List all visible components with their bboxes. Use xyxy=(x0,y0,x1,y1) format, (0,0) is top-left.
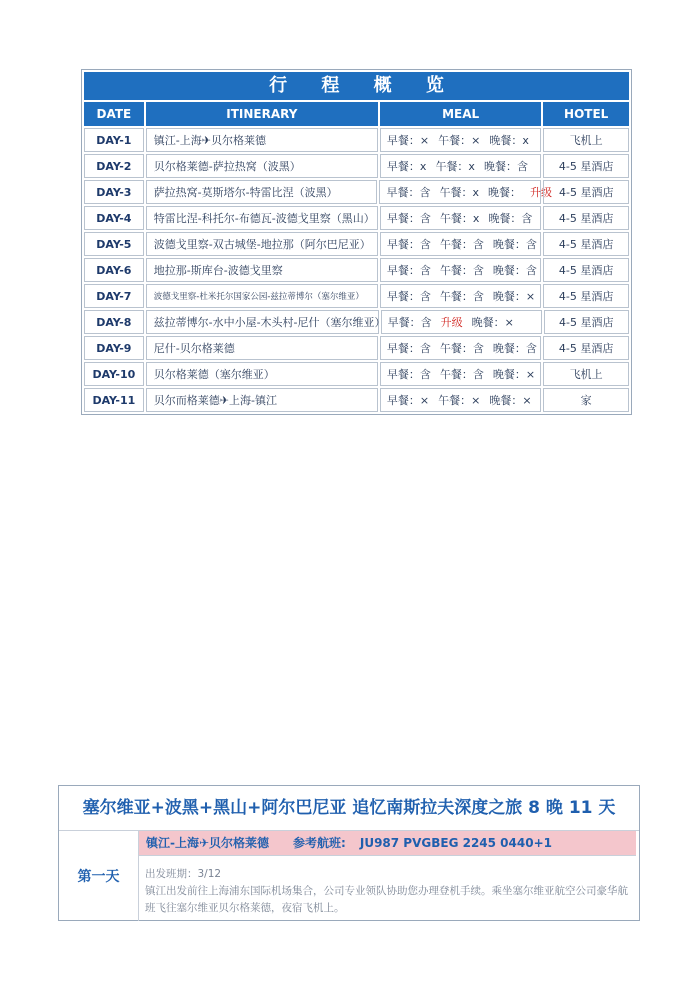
tour-detail-section xyxy=(58,785,640,921)
dinner: 晚餐：x xyxy=(489,134,529,147)
dinner-upgrade: 升级 xyxy=(529,186,552,199)
day-label: 第一天 xyxy=(59,831,139,921)
lunch: 午餐：x xyxy=(439,212,480,225)
meal-cell xyxy=(380,128,541,152)
meal-cell xyxy=(381,310,542,334)
breakfast: 早餐：含 xyxy=(386,342,431,355)
day-cell: DAY-7 xyxy=(84,284,144,308)
dinner: 晚餐：含 xyxy=(492,264,537,277)
dinner: 晚餐：含 xyxy=(483,160,528,173)
breakfast: 早餐：含 xyxy=(386,238,431,251)
lunch-upgrade: 升级 xyxy=(440,316,463,329)
meal-cell xyxy=(380,258,541,282)
day-one-block xyxy=(59,831,639,921)
header-meal: MEAL xyxy=(380,102,541,126)
lunch: 午餐：含 xyxy=(439,238,484,251)
itinerary-cell: 贝尔而格莱德✈上海-镇江 xyxy=(146,388,378,412)
lunch: 午餐：含 xyxy=(439,264,484,277)
itinerary-cell: 兹拉蒂博尔-水中小屋-木头村-尼什（塞尔维亚） xyxy=(146,310,379,334)
itinerary-cell: 地拉那-斯库台-波德戈里察 xyxy=(146,258,378,282)
day-cell: DAY-1 xyxy=(84,128,144,152)
meal-cell xyxy=(380,154,541,178)
hotel-cell: 4-5 星酒店 xyxy=(543,258,629,282)
itinerary-cell: 波德戈里察-双古城堡-地拉那（阿尔巴尼亚） xyxy=(146,232,378,256)
table-row xyxy=(84,388,629,412)
tour-title: 塞尔维亚+波黑+黑山+阿尔巴尼亚 追忆南斯拉夫深度之旅 8 晚 11 天 xyxy=(59,786,639,831)
day-cell: DAY-2 xyxy=(84,154,144,178)
meal-cell xyxy=(380,336,541,360)
breakfast: 早餐：含 xyxy=(386,290,431,303)
day-cell: DAY-9 xyxy=(84,336,144,360)
breakfast: 早餐：含 xyxy=(386,264,431,277)
table-row xyxy=(84,362,629,386)
day-cell: DAY-6 xyxy=(84,258,144,282)
hotel-cell: 4-5 星酒店 xyxy=(543,336,629,360)
day-cell: DAY-5 xyxy=(84,232,144,256)
breakfast: 早餐：× xyxy=(386,134,430,147)
day-description: 镇江出发前往上海浦东国际机场集合，公司专业领队协助您办理登机手续。乘坐塞尔维亚航空公司豪华航班飞往塞尔维亚贝尔格莱德，夜宿飞机上。 xyxy=(145,885,628,914)
itinerary-cell: 特雷比涅-科托尔-布德瓦-波德戈里察（黑山） xyxy=(146,206,378,230)
dinner xyxy=(488,186,552,199)
lunch: 午餐：x xyxy=(435,160,475,173)
day-route-bar xyxy=(139,831,636,856)
day-body xyxy=(139,831,639,921)
lunch: 午餐：含 xyxy=(439,290,484,303)
meal-cell xyxy=(380,206,541,230)
itinerary-cell: 波德戈里察-杜米托尔国家公园-兹拉蒂博尔（塞尔维亚） xyxy=(146,284,378,308)
meal-cell xyxy=(380,232,541,256)
meal-cell xyxy=(379,180,552,204)
day-cell: DAY-4 xyxy=(84,206,144,230)
header-itinerary: ITINERARY xyxy=(146,102,378,126)
breakfast: 早餐：x xyxy=(386,160,427,173)
itinerary-cell: 贝尔格莱德-萨拉热窝（波黑） xyxy=(146,154,378,178)
table-row xyxy=(84,336,629,360)
breakfast: 早餐：含 xyxy=(387,316,432,329)
table-row xyxy=(84,154,629,178)
itinerary-cell: 贝尔格莱德（塞尔维亚） xyxy=(146,362,378,386)
lunch: 午餐：含 xyxy=(439,368,484,381)
day-cell: DAY-11 xyxy=(84,388,144,412)
itinerary-cell: 镇江-上海✈贝尔格莱德 xyxy=(146,128,378,152)
lunch: 午餐：× xyxy=(438,394,481,407)
overview-header-row xyxy=(84,102,629,126)
table-row xyxy=(84,180,629,204)
hotel-cell: 飞机上 xyxy=(543,362,629,386)
hotel-cell: 4-5 星酒店 xyxy=(544,310,629,334)
dinner: 晚餐：含 xyxy=(492,238,537,251)
table-row xyxy=(84,232,629,256)
hotel-cell: 飞机上 xyxy=(543,128,629,152)
hotel-cell: 4-5 星酒店 xyxy=(543,206,629,230)
meal-cell xyxy=(380,388,541,412)
dinner: 晚餐：× xyxy=(489,394,532,407)
lunch: 午餐：× xyxy=(438,134,481,147)
meal-cell xyxy=(380,362,541,386)
breakfast: 早餐：× xyxy=(386,394,430,407)
breakfast: 早餐：含 xyxy=(386,212,431,225)
dinner-prefix: 晚餐： xyxy=(487,186,521,199)
dinner: 晚餐：× xyxy=(492,368,536,381)
table-row xyxy=(84,310,629,334)
itinerary-cell: 萨拉热窝-莫斯塔尔-特雷比涅（波黑） xyxy=(146,180,378,204)
itinerary-overview-table xyxy=(81,69,632,415)
flight-value: JU987 PVGBEG 2245 0440+1 xyxy=(359,836,552,850)
flight-label: 参考航班: xyxy=(293,836,346,850)
hotel-cell: 4-5 星酒店 xyxy=(543,180,629,204)
departure-date: 出发班期：3/12 xyxy=(145,868,222,880)
day-route: 镇江-上海✈贝尔格莱德 xyxy=(146,836,270,850)
dinner: 晚餐：× xyxy=(471,316,514,329)
table-row xyxy=(84,258,629,282)
overview-title: 行 程 概 览 xyxy=(84,72,629,100)
day-cell: DAY-10 xyxy=(84,362,144,386)
hotel-cell: 4-5 星酒店 xyxy=(543,154,629,178)
lunch: 午餐：含 xyxy=(439,342,484,355)
table-row xyxy=(84,284,629,308)
day-cell: DAY-8 xyxy=(84,310,144,334)
hotel-cell: 4-5 星酒店 xyxy=(543,284,629,308)
table-row xyxy=(84,128,629,152)
dinner: 晚餐：含 xyxy=(492,342,537,355)
header-hotel: HOTEL xyxy=(543,102,629,126)
meal-cell xyxy=(380,284,541,308)
table-row xyxy=(84,206,629,230)
itinerary-cell: 尼什-贝尔格莱德 xyxy=(146,336,378,360)
dinner: 晚餐：× xyxy=(492,290,536,303)
lunch: 午餐：x xyxy=(439,186,479,199)
header-date: DATE xyxy=(84,102,144,126)
hotel-cell: 4-5 星酒店 xyxy=(543,232,629,256)
breakfast: 早餐：含 xyxy=(386,368,431,381)
overview-rows xyxy=(82,128,631,414)
breakfast: 早餐：含 xyxy=(386,186,431,199)
day-cell: DAY-3 xyxy=(84,180,144,204)
hotel-cell: 家 xyxy=(543,388,629,412)
dinner: 晚餐：含 xyxy=(488,212,533,225)
